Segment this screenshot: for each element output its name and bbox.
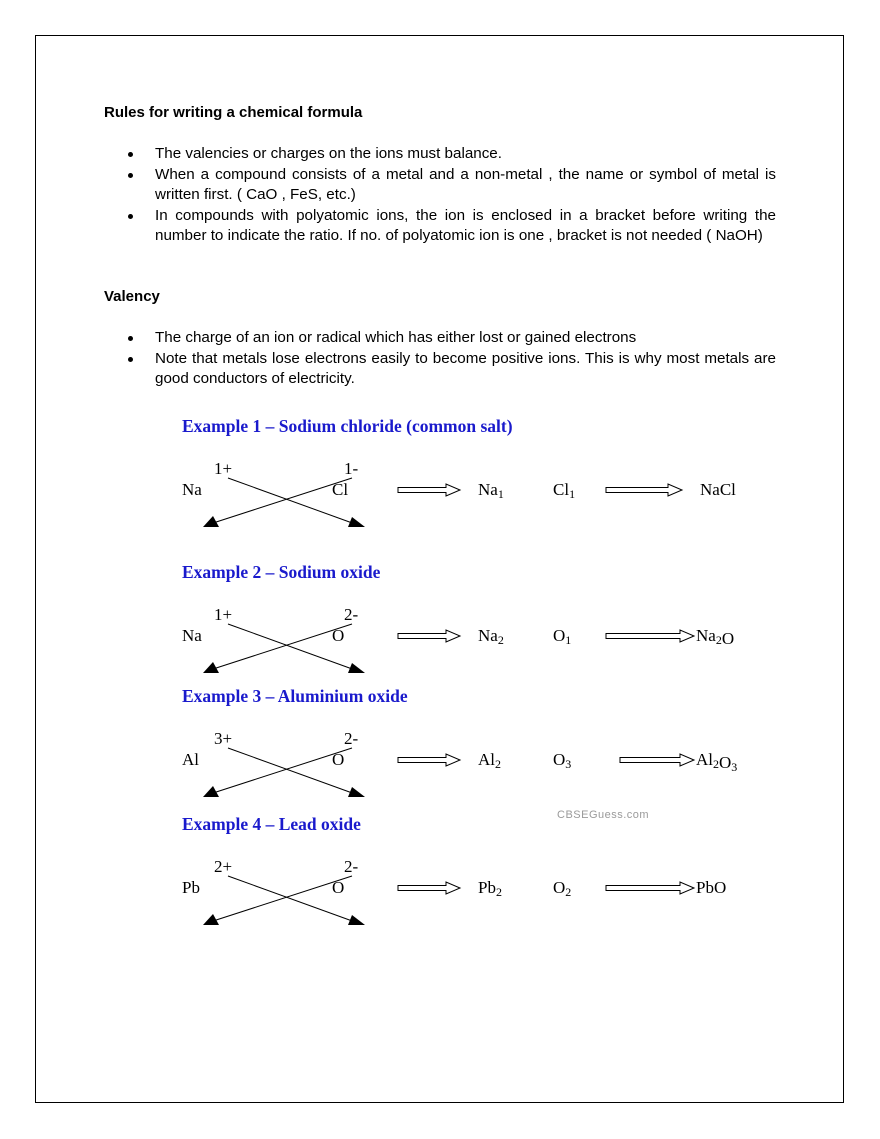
left-charge: 1+ [214,459,233,478]
hollow-arrow-icon [398,484,460,496]
cross-line [210,478,352,524]
rules-heading: Rules for writing a chemical formula [104,104,363,121]
right-symbol: Cl [332,480,349,499]
list-item: The valencies or charges on the ions must balance. [104,144,776,165]
swapped-symbol-2: O3 [553,750,572,771]
hollow-arrow-icon [398,630,460,642]
valency-heading: Valency [104,288,160,305]
hollow-arrow-icon [606,484,682,496]
valency-cross-diagram [182,416,782,536]
list-item: Note that metals lose electrons easily to become positive ions. This is why most metals are good conductors of electricity. [104,349,776,390]
cross-line [210,748,352,794]
example-3 [182,686,782,806]
left-symbol: Na [182,480,202,499]
list-item: The charge of an ion or radical which has either lost or gained electrons [104,328,776,349]
right-symbol: O [332,878,345,897]
hollow-arrow-icon [606,882,694,894]
bullet-icon [128,152,133,157]
swapped-symbol-1: Na1 [478,480,504,501]
swapped-symbol-1: Pb2 [478,878,502,899]
right-charge: 2- [344,729,359,748]
left-charge: 2+ [214,857,233,876]
bullet-icon [128,214,133,219]
left-symbol: Al [182,750,199,769]
product-formula: NaCl [700,480,736,499]
example-4 [182,814,782,934]
bullet-icon [128,173,133,178]
swapped-symbol-2: O2 [553,878,572,899]
cross-line [210,624,352,670]
example-title: Example 3 – Aluminium oxide [182,686,408,706]
watermark: CBSEGuess.com [557,809,650,821]
left-symbol: Pb [182,878,200,897]
example-title: Example 1 – Sodium chloride (common salt) [182,416,513,436]
right-symbol: O [332,750,345,769]
list-item: When a compound consists of a metal and a non-metal , the name or symbol of metal is written first. ( CaO , FeS, etc.) [104,165,776,206]
arrowhead-icon [348,915,365,925]
swapped-symbol-2: O1 [553,626,572,647]
product-formula: Al2O3 [696,750,738,774]
swapped-symbol-1: Na2 [478,626,504,647]
valency-cross-diagram [182,686,782,806]
arrowhead-icon [348,663,365,673]
example-title: Example 2 – Sodium oxide [182,562,381,582]
swapped-symbol-2: Cl1 [553,480,576,501]
valency-cross-diagram [182,814,782,934]
right-symbol: O [332,626,345,645]
arrowhead-icon [348,517,365,527]
hollow-arrow-icon [620,754,694,766]
example-title: Example 4 – Lead oxide [182,814,361,834]
right-charge: 1- [344,459,359,478]
left-charge: 3+ [214,729,233,748]
left-symbol: Na [182,626,202,645]
product-formula: Na2O [696,626,735,648]
cross-line [210,876,352,922]
product-formula: PbO [696,878,727,897]
example-1 [182,416,782,536]
left-charge: 1+ [214,605,233,624]
hollow-arrow-icon [606,630,694,642]
right-charge: 2- [344,857,359,876]
bullet-icon [128,336,133,341]
list-item: In compounds with polyatomic ions, the ion is enclosed in a bracket before writing the number to indicate the ratio. If no. of polyatomic ion is one , bracket is not needed ( NaOH) [104,206,776,247]
valency-cross-diagram [182,562,782,682]
swapped-symbol-1: Al2 [478,750,501,771]
example-2 [182,562,782,682]
bullet-icon [128,357,133,362]
rules-list [104,144,776,247]
arrowhead-icon [348,787,365,797]
right-charge: 2- [344,605,359,624]
valency-list [104,328,776,390]
hollow-arrow-icon [398,754,460,766]
hollow-arrow-icon [398,882,460,894]
